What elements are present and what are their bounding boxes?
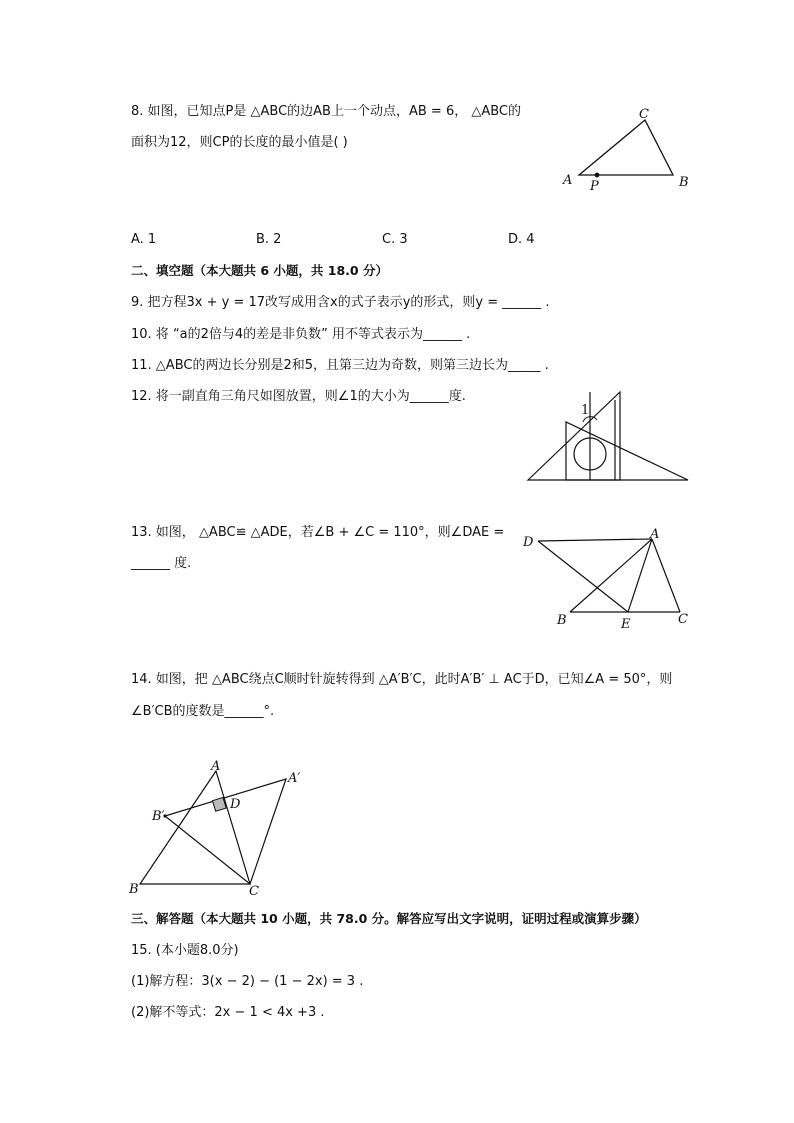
q9-text: 9. 把方程3x + y = 17改写成用含x的式子表示y的形式，则y = ______ . — [131, 295, 550, 310]
q8-option-c[interactable]: C. 3 — [382, 232, 408, 247]
q12-label-1: 1 — [581, 403, 590, 418]
q8-option-b[interactable]: B. 2 — [256, 232, 282, 247]
q11-text: 11. △ABC的两边长分别是2和5，且第三边为奇数，则第三边长为_____ . — [131, 358, 549, 373]
q12-second-triangle — [566, 422, 688, 480]
q13-text-line1: 13. 如图， △ABC≌ △ADE，若∠B + ∠C = 110°，则∠DAE = — [131, 525, 505, 540]
q14-label-d: D — [230, 797, 241, 812]
q14-triangle-abc — [140, 771, 250, 884]
q8-label-a: A — [563, 173, 573, 188]
q8-triangle — [579, 120, 673, 175]
q13-label-e: E — [621, 617, 631, 632]
q8-option-d[interactable]: D. 4 — [508, 232, 535, 247]
q15-part2: (2)解不等式：2x − 1 < 4x +3 . — [131, 1005, 325, 1020]
q13-segment-de — [538, 541, 628, 612]
q14-label-b2: B′ — [152, 809, 165, 824]
q8-label-p: P — [590, 179, 599, 194]
q15-title: 15. (本小题8.0分) — [131, 943, 239, 958]
q8-point-p — [595, 173, 600, 178]
q13-label-a: A — [650, 527, 660, 542]
q13-label-c: C — [678, 612, 688, 627]
q14-triangle-a2b2c — [165, 779, 286, 884]
q8-text-line2: 面积为12，则CP的长度的最小值是( ) — [131, 135, 348, 150]
q13-label-d: D — [523, 535, 534, 550]
q12-large-triangle — [528, 392, 620, 480]
q14-label-a2: A′ — [288, 771, 301, 786]
q14-label-c: C — [249, 884, 259, 899]
q13-segment-da — [538, 539, 652, 541]
q8-triangle-figure — [560, 105, 700, 195]
q10-text: 10. 将 “a的2倍与4的差是非负数” 用不等式表示为______ . — [131, 327, 471, 342]
q15-part1: (1)解方程：3(x − 2) − (1 − 2x) = 3 . — [131, 974, 364, 989]
q13-triangle-figure — [520, 526, 700, 631]
section-2-heading: 二、填空题（本大题共 6 小题，共 18.0 分） — [131, 263, 388, 278]
q14-text-line1: 14. 如图，把 △ABC绕点C顺时针旋转得到 △A′B′C，此时A′B′ ⊥ AC于D，已知∠A = 50°，则 — [131, 672, 673, 687]
q14-rotation-figure — [125, 760, 315, 900]
q8-label-b: B — [679, 175, 689, 190]
q8-text-line1: 8. 如图，已知点P是 △ABC的边AB上一个动点，AB = 6， △ABC的 — [131, 104, 522, 119]
q14-label-b: B — [129, 882, 139, 897]
q12-text: 12. 将一副直角三角尺如图放置，则∠1的大小为______度. — [131, 389, 466, 404]
q8-label-c: C — [639, 107, 649, 122]
q12-set-square-figure — [525, 390, 695, 485]
q8-option-a[interactable]: A. 1 — [131, 232, 157, 247]
q13-text-line2: ______ 度. — [131, 556, 192, 571]
q14-text-line2: ∠B′CB的度数是______°. — [131, 704, 275, 719]
q13-segment-ac — [652, 539, 680, 612]
section-3-heading: 三、解答题（本大题共 10 小题，共 78.0 分。解答应写出文字说明，证明过程或演算步骤） — [131, 911, 647, 926]
q13-label-b: B — [557, 613, 567, 628]
q14-label-a: A — [211, 759, 221, 774]
